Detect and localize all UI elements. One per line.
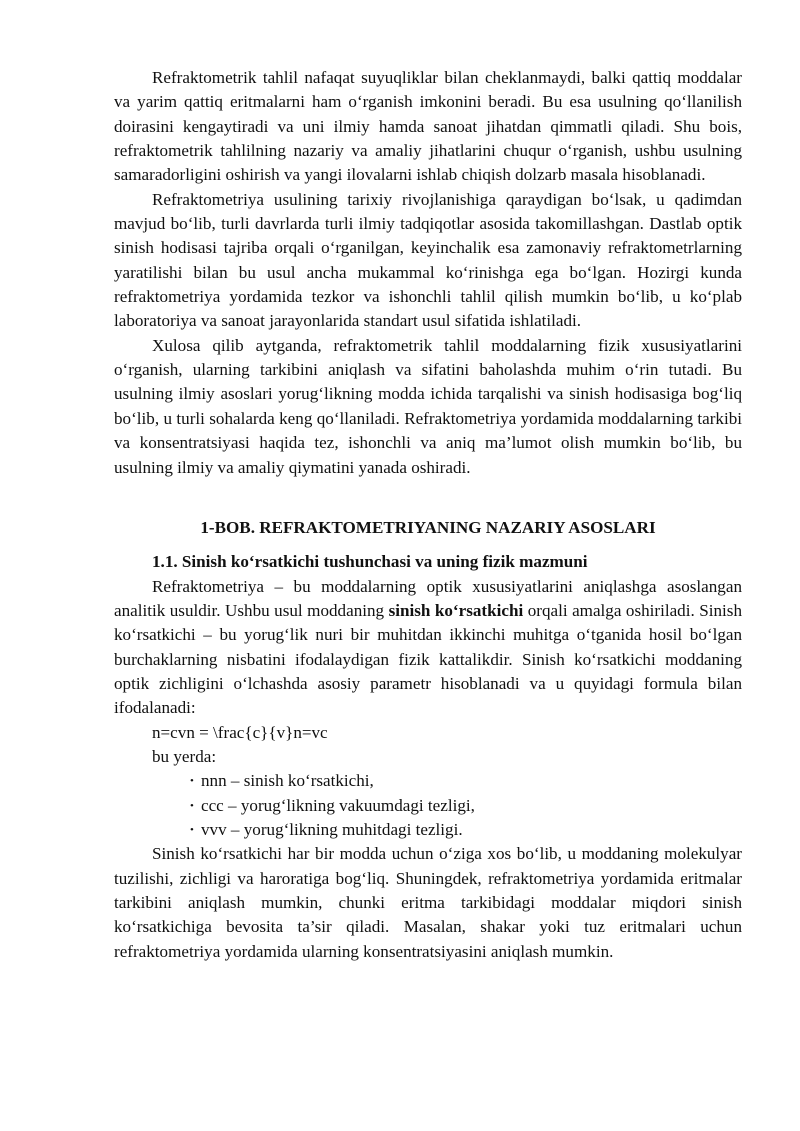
definition-item-text: nnn – sinish ko‘rsatkichi, [201, 771, 374, 791]
intro-paragraph-3: Xulosa qilib aytganda, refraktometrik tahlil moddalarning fizik xususiyatlarini o‘rganish, ularning tarkibini aniqlash va sifatini baholashda muhim o‘rin tutadi. Bu usulning ilmiy asoslari yorug‘likning modda ichida tarqalishi va sinish hodisasiga bog‘liq bo‘lib, u turli sohalarda keng qo‘llaniladi. Refraktometriya yordamida moddalarning tarkibi va konsentratsiyasi haqida tez, ishonchli va aniq ma’lumot olish mumkin bo‘lib, bu usulning ilmiy va amaliy qiymatini yanada oshiradi. [114, 335, 742, 477]
definition-item-text: ccc – yorug‘likning vakuumdagi tezligi, [201, 795, 475, 815]
formula: n=cvn = \frac{c}{v}n=vc [152, 722, 328, 742]
bullet-icon: • [190, 775, 194, 788]
definition-item-text: vvv – yorug‘likning muhitdagi tezligi. [201, 819, 463, 839]
section-title: 1.1. Sinish ko‘rsatkichi tushunchasi va uning fizik mazmuni [152, 552, 588, 572]
definition-term: sinish ko‘rsatkichi [388, 600, 524, 620]
intro-paragraph-2: Refraktometriya usulining tarixiy rivojlanishiga qaraydigan bo‘lsak, u qadimdan mavjud bo‘lib, turli davrlarda turli ilmiy tadqiqotlar asosida takomillashgan. Dastlab optik sinish hodisasi tajriba orqali o‘rganilgan, keyinchalik esa zamonaviy refraktometrlarning yaratilishi bilan bu usul ancha mukammal ko‘rinishga ega bo‘lgan. Hozirgi kunda refraktometriya yordamida tezkor va ishonchli tahlil qilish mumkin bo‘lib, u ko‘plab laboratoriya va sanoat jarayonlarida standart usul sifatida ishlatiladi. [114, 189, 742, 331]
where-label: bu yerda: [152, 746, 217, 766]
definition-text-after: orqali amalga oshiriladi. Sinish ko‘rsatkichi – bu yorug‘lik nuri bir muhitdan ikkinchi muhitga o‘tganida hosil bo‘lgan burchaklarning nisbatini ifodalaydigan fizik kattalikdir. Sinish ko‘rsatkichi moddaning optik zichligini o‘lchashda asosiy parametr hisoblanadi va u quyidagi formula bilan ifodalanadi: [114, 600, 742, 718]
definitions-list [114, 769, 742, 842]
bullet-icon: • [190, 799, 194, 812]
list-item [190, 769, 742, 793]
bullet-icon: • [190, 823, 194, 836]
definition-paragraph [114, 575, 742, 721]
list-item [190, 794, 742, 818]
closing-paragraph: Sinish ko‘rsatkichi har bir modda uchun o‘ziga xos bo‘lib, u moddaning molekulyar tuzilishi, zichligi va haroratiga bog‘liq. Shuningdek, refraktometriya yordamida eritmalar tarkibini aniqlash mumkin, chunki eritma tarkibidagi moddalar miqdori sinish ko‘rsatkichiga bevosita ta’sir qiladi. Masalan, shakar yoki tuz eritmalari uchun refraktometriya yordamida ularning konsentratsiyasini aniqlash mumkin. [114, 844, 742, 961]
list-item [190, 818, 742, 842]
intro-paragraph-1: Refraktometrik tahlil nafaqat suyuqliklar bilan cheklanmaydi, balki qattiq moddalar va yarim qattiq eritmalarni ham o‘rganish imkonini beradi. Bu esa usulning qo‘llanilish doirasini kengaytiradi va uni ilmiy hamda sanoat jihatdan qimmatli qiladi. Shu bois, refraktometrik tahlilning nazariy va amaliy jihatlarini chuqur o‘rganish, ushbu usulning samaradorligini oshirish va yangi ilovalarni ishlab chiqish dolzarb masala hisoblanadi. [114, 68, 742, 185]
definition-text-before: Refraktometriya – bu moddalarning optik xususiyatlarini aniqlashga asoslangan analitik usuldir. Ushbu usul moddaning [114, 576, 742, 620]
document-page [114, 66, 742, 964]
chapter-title: 1-BOB. REFRAKTOMETRIYANING NAZARIY ASOSLARI [200, 517, 656, 537]
